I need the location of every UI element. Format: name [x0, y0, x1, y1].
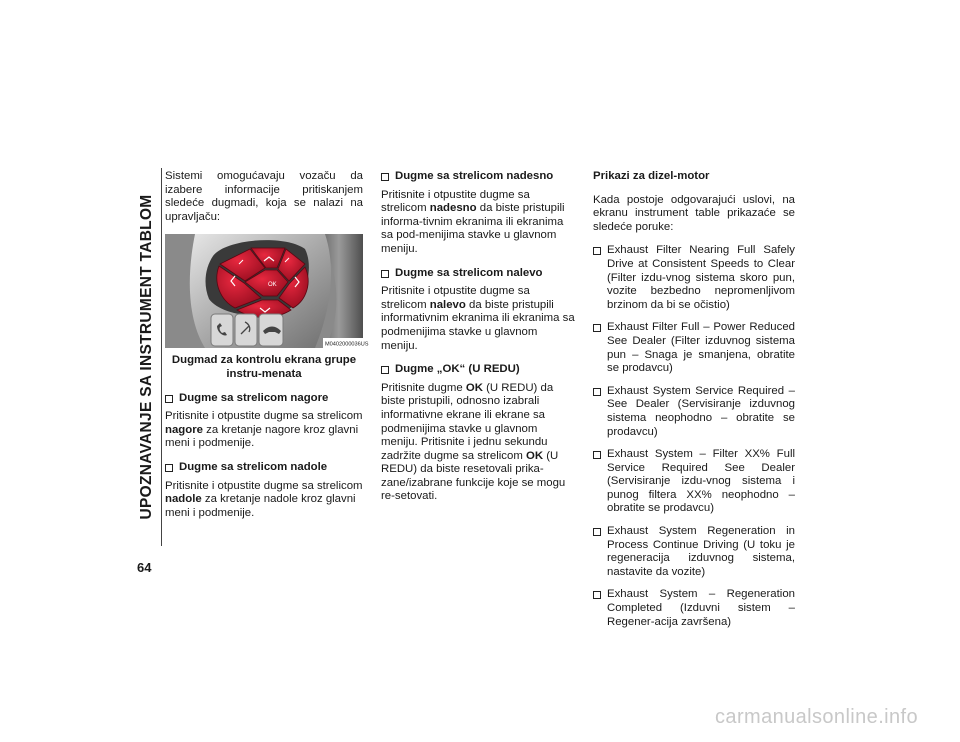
sidebar-divider	[161, 168, 162, 546]
checkbox-bullet-icon	[593, 528, 601, 536]
checkbox-bullet-icon	[593, 324, 601, 332]
checkbox-bullet-icon	[165, 464, 173, 472]
column-2	[381, 170, 577, 514]
intro-paragraph: Sistemi omogućavaju vozaču da izabere informacije pritiskanjem sledeće dugmadi, koja se nalazi na upravljaču:	[165, 170, 363, 223]
steering-wheel-controls-image	[165, 234, 369, 348]
bullet-down-arrow-title: Dugme sa strelicom nadole	[165, 461, 363, 475]
watermark: carmanualsonline.info	[715, 706, 918, 728]
checkbox-bullet-icon	[165, 395, 173, 403]
list-item: Exhaust Filter Full – Power Reduced See Dealer (Filter izduvnog sistema pun – Snaga je smanjena, obratite se prodavcu)	[593, 321, 795, 375]
bullet-left-arrow-text: Pritisnite i otpustite dugme sa strelicom nalevo da biste pristupili informativnim ekranima ili ekranima sa podmenijima stavke u glavnom meniju.	[381, 285, 575, 352]
checkbox-bullet-icon	[593, 451, 601, 459]
bullet-right-arrow-title: Dugme sa strelicom nadesno	[381, 170, 577, 184]
list-item: Exhaust Filter Nearing Full Safely Drive at Consistent Speeds to Clear (Filter izdu-vnog sistema skoro pun, vozite bezbedno nepromenljivom brzinom da bi se očistio)	[593, 244, 795, 312]
page-number: 64	[137, 560, 152, 575]
bullet-left-arrow-title: Dugme sa strelicom nalevo	[381, 267, 577, 281]
bullet-up-arrow-text: Pritisnite i otpustite dugme sa strelicom nagore za kretanje nagore kroz glavni meni i podmenije.	[165, 410, 363, 450]
bullet-ok-text: Pritisnite dugme OK (U REDU) da biste pristupili, odnosno izabrali informativne ekrane ili ekrane sa podmenijima stavke u glavnom meniju. Pritisnite i jednu sekundu zadržite dugme sa strelicom OK (U REDU) da biste resetovali prika-zane/izabrane funkcije koje se mogu re-setovati.	[381, 381, 566, 503]
checkbox-bullet-icon	[593, 388, 601, 396]
ok-button-label: OK	[268, 282, 277, 289]
diesel-intro-paragraph: Kada postoje odgovarajući uslovi, na ekranu instrument table prikazaće se sledeće poruke:	[593, 193, 795, 233]
bullet-right-arrow-text: Pritisnite i otpustite dugme sa strelicom nadesno da biste pristupili informa-tivnim ekranima ili ekranima sa pod-menijima stavke u glavnom meniju.	[381, 188, 565, 255]
checkbox-bullet-icon	[593, 591, 601, 599]
list-item: Exhaust System Service Required – See Dealer (Servisiranje izduvnog sistema neophodno – obratite se prodavcu)	[593, 385, 795, 439]
section-sidebar-title	[135, 172, 159, 542]
column-1	[165, 170, 369, 530]
image-caption: Dugmad za kontrolu ekrana grupe instru-menata	[171, 354, 357, 380]
list-item: Exhaust System – Regeneration Completed (Izduvni sistem – Regener-acija završena)	[593, 588, 795, 629]
bullet-ok-title: Dugme „OK“ (U REDU)	[381, 363, 577, 377]
diesel-section-heading: Prikazi za dizel-motor	[593, 170, 710, 182]
bullet-up-arrow-title: Dugme sa strelicom nagore	[165, 392, 363, 406]
checkbox-bullet-icon	[593, 247, 601, 255]
list-item: Exhaust System Regeneration in Process Continue Driving (U toku je regeneracija izduvnog sistema, nastavite da vozite)	[593, 525, 795, 579]
column-3	[593, 170, 795, 638]
bullet-down-arrow-text: Pritisnite i otpustite dugme sa strelicom nadole za kretanje nadole kroz glavni meni i podmenije.	[165, 479, 363, 519]
section-title-text: UPOZNAVANJE SA INSTRUMENT TABLOM	[138, 194, 155, 520]
list-item: Exhaust System – Filter XX% Full Service Required See Dealer (Servisiranje izdu-vnog sistema i punog filtera XX% neophodno – obratite se prodavcu)	[593, 448, 795, 516]
image-code: M0402000036US	[325, 341, 369, 348]
checkbox-bullet-icon	[381, 270, 389, 278]
checkbox-bullet-icon	[381, 173, 389, 181]
checkbox-bullet-icon	[381, 366, 389, 374]
